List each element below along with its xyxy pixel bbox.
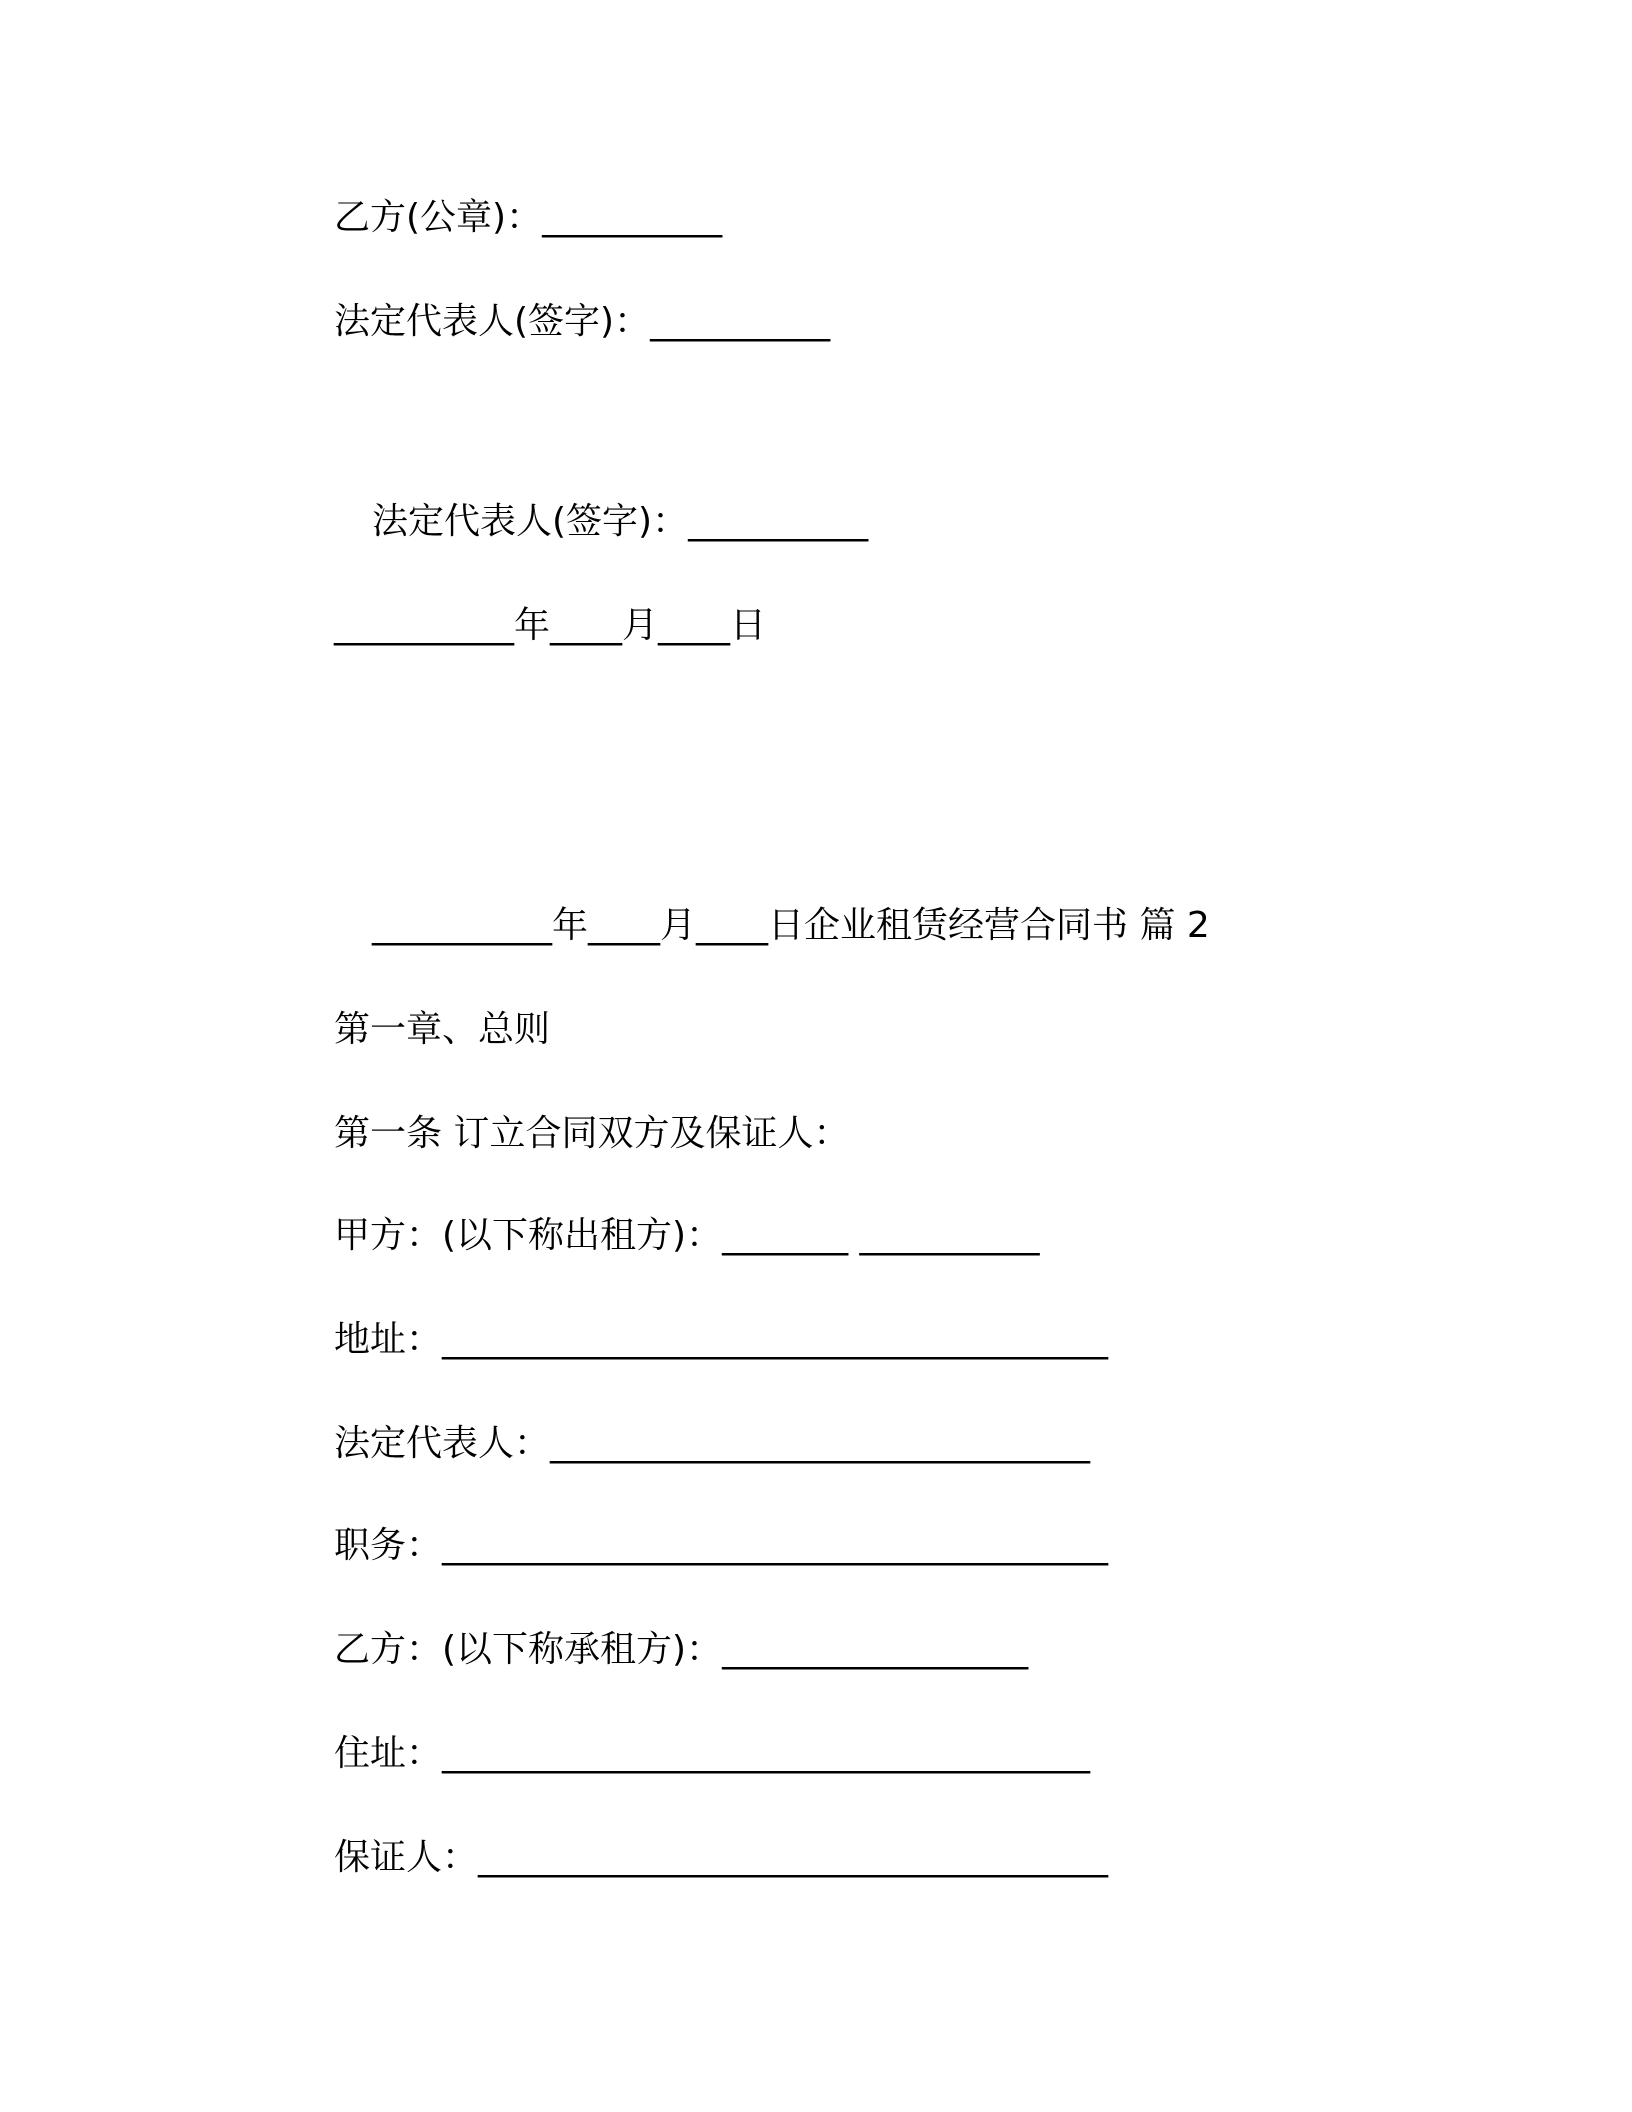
legal-representative-signature-line: 法定代表人(签字)：__________ [334,301,831,342]
party-b-line: 乙方：(以下称承租方)：_________________ [334,1629,1029,1670]
party-a-line: 甲方：(以下称出租方)：_______ __________ [334,1215,1040,1256]
position-line: 职务：_____________________________________ [334,1525,1109,1566]
contract-section-heading: __________年____月____日企业租赁经营合同书 篇 2 [372,905,1210,946]
residence-line: 住址：____________________________________ [334,1733,1091,1774]
guarantor-line: 保证人：___________________________________ [334,1837,1109,1878]
chapter-heading: 第一章、总则 [334,1009,551,1050]
legal-representative-signature-line-2: 法定代表人(签字)：__________ [372,501,869,542]
date-line: __________年____月____日 [334,605,766,646]
address-line: 地址：_____________________________________ [334,1319,1109,1360]
article-heading: 第一条 订立合同双方及保证人： [334,1113,850,1154]
legal-representative-line: 法定代表人：______________________________ [334,1423,1091,1464]
party-b-seal-line: 乙方(公章)：__________ [334,197,723,238]
